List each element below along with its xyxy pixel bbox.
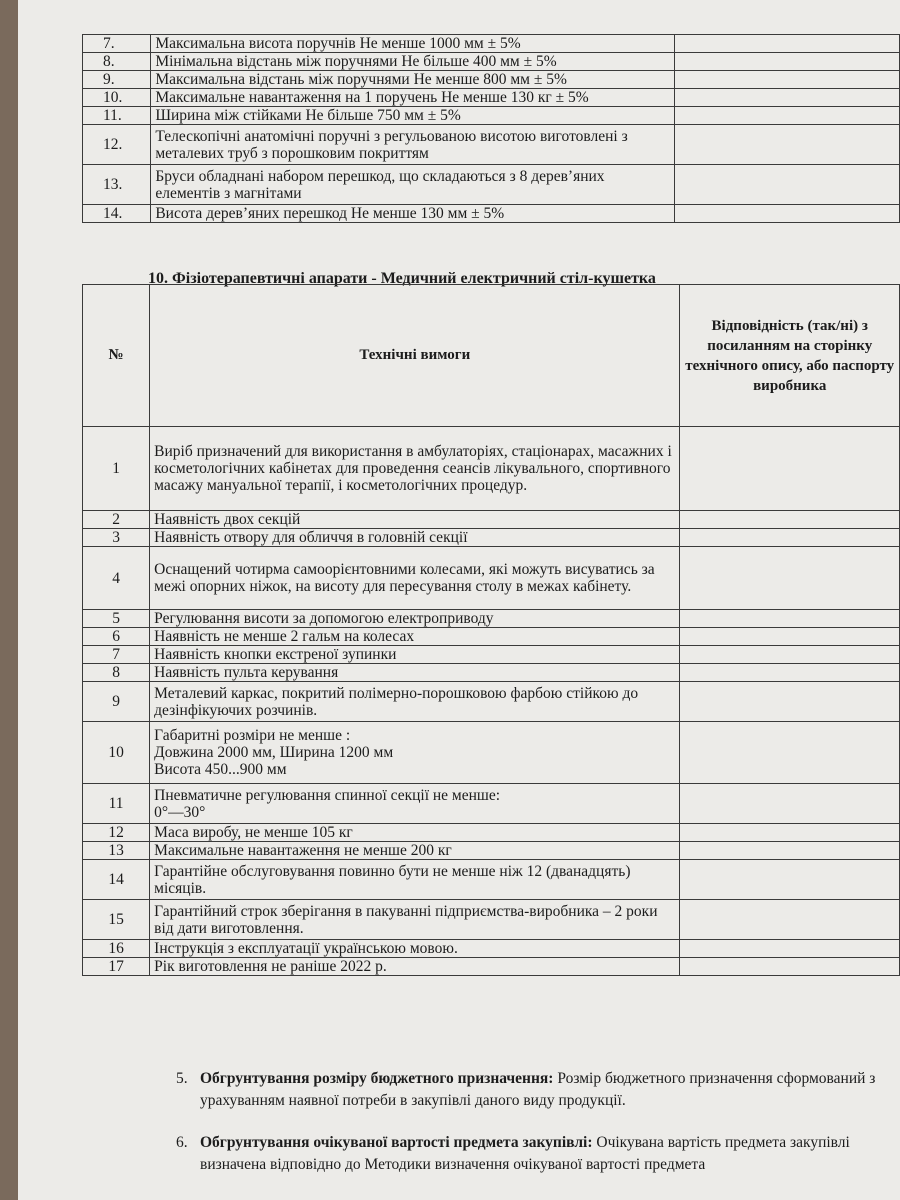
table-row (83, 125, 900, 165)
row-requirement: Ширина між стійками Не більше 750 мм ± 5% (151, 107, 675, 125)
requirement-line: 0°—30° (154, 803, 206, 821)
header-number: № (83, 285, 150, 427)
row-compliance-cell (680, 610, 900, 628)
row-compliance-cell (674, 205, 899, 223)
row-requirement: Регулювання висоти за допомогою електроприводу (150, 610, 680, 628)
row-requirement: Гарантійний строк зберігання в пакуванні підприємства-виробника – 2 роки від дати виготовлення. (150, 900, 680, 940)
row-compliance-cell (680, 784, 900, 824)
row-number: 13. (83, 165, 151, 205)
row-compliance-cell (680, 529, 900, 547)
row-compliance-cell (680, 628, 900, 646)
row-number: 7 (83, 646, 150, 664)
row-number: 14. (83, 205, 151, 223)
table-row (83, 71, 900, 89)
header-compliance: Відповідність (так/ні) з посиланням на сторінку технічного опису, або паспорту виробника (680, 285, 900, 427)
paragraph-number: 6. (176, 1134, 188, 1151)
table-row (83, 824, 900, 842)
table-row (83, 547, 900, 610)
row-number: 15 (83, 900, 150, 940)
row-requirement: Наявність кнопки екстреної зупинки (150, 646, 680, 664)
row-compliance-cell (680, 511, 900, 529)
row-number: 5 (83, 610, 150, 628)
table-row (83, 646, 900, 664)
row-compliance-cell (674, 35, 899, 53)
table-row (83, 784, 900, 824)
table-row (83, 427, 900, 511)
row-compliance-cell (680, 682, 900, 722)
table-row (83, 860, 900, 900)
row-number: 2 (83, 511, 150, 529)
row-requirement: Оснащений чотирма самоорієнтовними колесами, які можуть висуватись за межі опорних ніжок, на висоту для пересування столу в межах кабінету. (150, 547, 680, 610)
table-row (83, 900, 900, 940)
row-number: 7. (83, 35, 151, 53)
row-requirement: Маса виробу, не менше 105 кг (150, 824, 680, 842)
requirements-table-continued (82, 34, 900, 223)
table-row (83, 89, 900, 107)
row-number: 13 (83, 842, 150, 860)
row-number: 9. (83, 71, 151, 89)
table-row (83, 53, 900, 71)
row-number: 1 (83, 427, 150, 511)
row-requirement: Гарантійне обслуговування повинно бути не менше ніж 12 (дванадцять) місяців. (150, 860, 680, 900)
row-compliance-cell (674, 89, 899, 107)
table-row (83, 940, 900, 958)
row-number: 10. (83, 89, 151, 107)
row-compliance-cell (680, 664, 900, 682)
row-number: 11. (83, 107, 151, 125)
paragraph-text: Розмір бюджетного призначення сформований з урахуванням наявної потреби в закупівлі даного виду продукції. (200, 1070, 876, 1109)
row-compliance-cell (680, 940, 900, 958)
table-row (83, 722, 900, 784)
row-requirement: Мінімальна відстань між поручнями Не більше 400 мм ± 5% (151, 53, 675, 71)
row-number: 11 (83, 784, 150, 824)
row-compliance-cell (680, 958, 900, 976)
row-number: 6 (83, 628, 150, 646)
table-row (83, 610, 900, 628)
row-requirement (150, 722, 680, 784)
technical-requirements-table (82, 284, 900, 976)
row-compliance-cell (680, 547, 900, 610)
requirement-line: Довжина 2000 мм, Ширина 1200 мм (154, 744, 394, 761)
row-number: 8 (83, 664, 150, 682)
paragraph-expected-cost (176, 1132, 876, 1176)
section-title: 10. Фізіотерапевтичні апарати - Медичний електричний стіл-кушетка (148, 270, 656, 287)
row-number: 4 (83, 547, 150, 610)
paragraph-text: Очікувана вартість предмета закупівлі визначена відповідно до Методики визначення очікуваної вартості предмета (200, 1134, 850, 1173)
row-compliance-cell (674, 71, 899, 89)
row-requirement: Наявність пульта керування (150, 664, 680, 682)
row-number: 9 (83, 682, 150, 722)
row-requirement: Максимальна відстань між поручнями Не менше 800 мм ± 5% (151, 71, 675, 89)
row-requirement: Металевий каркас, покритий полімерно-порошковою фарбою стійкою до дезінфікуючих розчинів. (150, 682, 680, 722)
row-requirement: Максимальне навантаження не менше 200 кг (150, 842, 680, 860)
row-number: 10 (83, 722, 150, 784)
row-requirement: Бруси обладнані набором перешкод, що складаються з 8 дерев’яних елементів з магнітами (151, 165, 675, 205)
row-requirement (150, 784, 680, 824)
paragraph-label: Обгрунтування розміру бюджетного призначення: (200, 1070, 554, 1087)
table-row (83, 529, 900, 547)
table-row (83, 35, 900, 53)
row-compliance-cell (674, 107, 899, 125)
row-compliance-cell (674, 165, 899, 205)
row-number: 14 (83, 860, 150, 900)
table-row (83, 842, 900, 860)
row-requirement: Телескопічні анатомічні поручні з регульованою висотою виготовлені з металевих труб з порошковим покриттям (151, 125, 675, 165)
row-compliance-cell (680, 842, 900, 860)
row-compliance-cell (680, 860, 900, 900)
table-row (83, 958, 900, 976)
requirement-line: Висота 450...900 мм (154, 761, 287, 778)
paragraph-label: Обгрунтування очікуваної вартості предмета закупівлі: (200, 1134, 593, 1151)
row-compliance-cell (674, 125, 899, 165)
document-page (18, 0, 900, 1200)
row-number: 17 (83, 958, 150, 976)
table-row (83, 107, 900, 125)
table-row (83, 511, 900, 529)
row-number: 12 (83, 824, 150, 842)
row-compliance-cell (680, 900, 900, 940)
table-row (83, 165, 900, 205)
requirement-line: Пневматичне регулювання спинної секції не менше: (154, 786, 501, 804)
row-requirement: Висота дерев’яних перешкод Не менше 130 мм ± 5% (151, 205, 675, 223)
row-compliance-cell (680, 722, 900, 784)
row-compliance-cell (680, 427, 900, 511)
row-number: 16 (83, 940, 150, 958)
row-requirement: Наявність отвору для обличчя в головній секції (150, 529, 680, 547)
table-row (83, 628, 900, 646)
table-row (83, 682, 900, 722)
row-number: 8. (83, 53, 151, 71)
row-requirement: Наявність не менше 2 гальм на колесах (150, 628, 680, 646)
row-number: 12. (83, 125, 151, 165)
header-requirements: Технічні вимоги (150, 285, 680, 427)
row-requirement: Рік виготовлення не раніше 2022 р. (150, 958, 680, 976)
row-requirement: Максимальна висота поручнів Не менше 1000 мм ± 5% (151, 35, 675, 53)
row-number: 3 (83, 529, 150, 547)
paragraph-budget (176, 1068, 876, 1112)
row-requirement: Виріб призначений для використання в амбулаторіях, стаціонарах, масажних і косметологічних кабінетах для проведення сеансів лікувального, спортивного масажу мануальної терапії, і косметологічних процедур. (150, 427, 680, 511)
paragraph-number: 5. (176, 1070, 188, 1087)
table-row (83, 205, 900, 223)
row-compliance-cell (680, 646, 900, 664)
table-row (83, 664, 900, 682)
row-requirement: Наявність двох секцій (150, 511, 680, 529)
row-requirement: Інструкція з експлуатації українською мовою. (150, 940, 680, 958)
requirement-line: Габаритні розміри не менше : (154, 727, 351, 744)
row-compliance-cell (674, 53, 899, 71)
row-compliance-cell (680, 824, 900, 842)
row-requirement: Максимальне навантаження на 1 поручень Не менше 130 кг ± 5% (151, 89, 675, 107)
